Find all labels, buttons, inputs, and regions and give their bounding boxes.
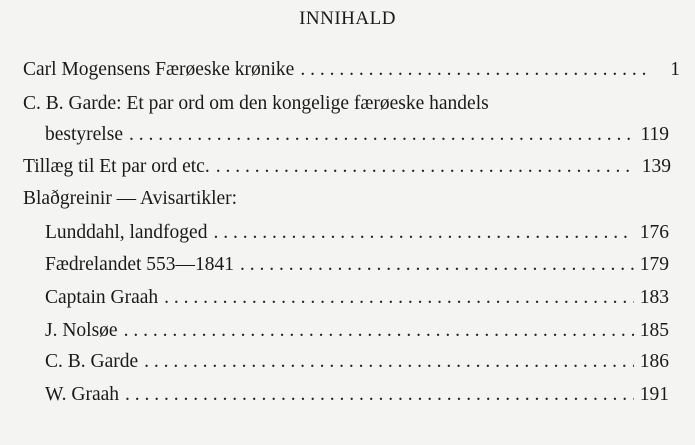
leader-dots — [164, 287, 634, 309]
toc-entry-page: 183 — [639, 287, 669, 308]
toc-section-heading: Blaðgreinir — Avisartikler: — [23, 188, 238, 209]
toc-entry-page: 119 — [640, 124, 669, 145]
toc-entry-title: Captain Graah — [45, 287, 159, 308]
toc-entry — [45, 287, 669, 309]
toc-entry-title: bestyrelse — [45, 124, 123, 145]
toc-entry-title: J. Nolsøe — [45, 320, 118, 341]
toc-entry-title: Tillæg til Et par ord etc. — [23, 156, 210, 177]
toc-entry-title: Carl Mogensens Færøeske krønike — [23, 59, 295, 80]
toc-entry-title: C. B. Garde — [45, 351, 139, 372]
toc-entry-title-line1: C. B. Garde: Et par ord om den kongelige færøeske handels — [23, 93, 489, 114]
toc-entry — [45, 222, 669, 244]
leader-dots — [240, 254, 634, 276]
toc-entry-page: 139 — [641, 156, 671, 177]
toc-entry-title: W. Graah — [45, 384, 120, 405]
toc-entry-page: 186 — [639, 351, 669, 372]
toc-entry — [23, 156, 671, 178]
toc-entry — [45, 320, 669, 342]
toc-entry-title: Fædrelandet 553—1841 — [45, 254, 235, 275]
toc-entry-page: 191 — [639, 384, 669, 405]
leader-dots — [300, 59, 646, 81]
toc-entry — [45, 254, 669, 276]
leader-dots — [124, 320, 634, 342]
toc-entry-page: 185 — [639, 320, 669, 341]
toc-entry-page: 176 — [639, 222, 669, 243]
leader-dots — [125, 384, 634, 406]
toc-heading: INNIHALD — [299, 8, 396, 29]
leader-dots — [144, 351, 634, 373]
leader-dots — [129, 124, 634, 146]
toc-entry — [45, 124, 669, 146]
toc-entry-page: 1 — [670, 59, 680, 80]
toc-entry — [45, 384, 669, 406]
toc-entry — [23, 59, 680, 81]
toc-entry — [45, 351, 669, 373]
toc-entry-title: Lunddahl, landfoged — [45, 222, 208, 243]
leader-dots — [213, 222, 633, 244]
leader-dots — [216, 156, 636, 178]
toc-entry-page: 179 — [639, 254, 669, 275]
